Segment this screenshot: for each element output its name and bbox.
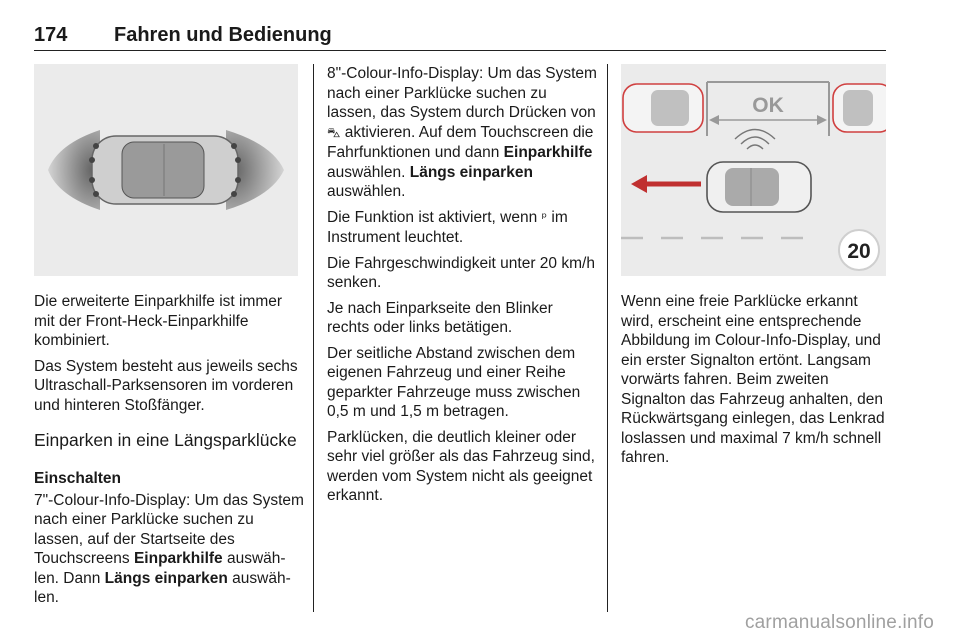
sensor-paragraph: Das System besteht aus jeweils sechs Ultraschall-Parksensoren im vorderen und hinteren Stoßfänger. xyxy=(34,357,298,414)
ok-label: OK xyxy=(752,94,784,117)
display7-paragraph: 7"-Colour-Info-Display: Um das System nach einer Parklücke suchen zu lassen, auf der Startseite des Touchscreens Einparkhilfe auswählen. Dann Längs einparken auswählen. xyxy=(34,491,304,606)
subsection-heading: Einschalten xyxy=(34,470,121,487)
section-heading: Einparken in eine Längsparklücke xyxy=(34,430,297,450)
figure-parking-gap xyxy=(621,64,886,276)
indicator-paragraph: Je nach Einparkseite den Blinker rechts oder links betätigen. xyxy=(327,299,553,336)
park-assist-button-icon: ⛍ xyxy=(327,125,341,141)
column-divider xyxy=(313,64,314,612)
menu-term-einparkhilfe: Einparkhilfe xyxy=(503,144,593,161)
menu-term-laengs-einparken: Längs einparken xyxy=(409,163,533,181)
column-left xyxy=(34,64,304,614)
column-divider xyxy=(607,64,608,612)
page-title: Fahren und Bedienung xyxy=(114,24,332,46)
menu-term-laengs-einparken: Längs einparken xyxy=(104,569,228,587)
speed-paragraph: Die Fahrgeschwindigkeit unter 20 km/h senken. xyxy=(327,254,595,291)
sensor-coverage-illustration xyxy=(34,64,298,276)
activation-paragraph: Die Funktion ist aktiviert, wenn ᵖ im Instrument leuchtet. xyxy=(327,208,568,246)
parking-gap-illustration xyxy=(621,64,886,276)
gap-size-paragraph: Parklücken, die deutlich kleiner oder sehr viel größer als das Fahrzeug sind, werden vom System nicht als geeignet erkannt. xyxy=(327,428,595,504)
column-middle xyxy=(327,64,597,512)
page-header xyxy=(34,20,886,51)
menu-term-einparkhilfe: Einparkhilfe xyxy=(133,550,223,567)
display8-paragraph: 8"-Colour-Info-Display: Um das System nach einer Parklücke suchen zu lassen, das System durch Drücken von ⛍ aktivieren. Auf dem Touchscreen die Fahrfunktionen und dann Einparkhilfe auswählen. Längs einparken auswählen. xyxy=(327,65,597,200)
page-number: 174 xyxy=(34,24,68,46)
column-right xyxy=(621,64,889,474)
watermark: carmanualsonline.info xyxy=(744,612,934,633)
figure-sensor-coverage xyxy=(34,64,298,276)
gap-detected-paragraph: Wenn eine freie Parklücke erkannt wird, erscheint eine entsprechende Abbildung im Colour-Info-Display, und ein erster Signalton ertönt. Langsam vorwärts fahren. Beim zweiten Signalton das Fahrzeug anhalten, den Rückwärtsgang einlegen, das Lenkrad loslassen und maximal 7 km/h schnell fahren. xyxy=(621,293,885,466)
intro-paragraph: Die erweiterte Einparkhilfe ist immer mit der Front-Heck-Einparkhilfe kombiniert. xyxy=(34,293,283,349)
speed-sign-label: 20 xyxy=(847,240,871,263)
park-assist-indicator-icon: ᵖ xyxy=(541,210,548,226)
distance-paragraph: Der seitliche Abstand zwischen dem eigenen Fahrzeug und einer Reihe geparkter Fahrzeuge muss zwischen 0,5 m und 1,5 m betragen. xyxy=(327,344,581,420)
